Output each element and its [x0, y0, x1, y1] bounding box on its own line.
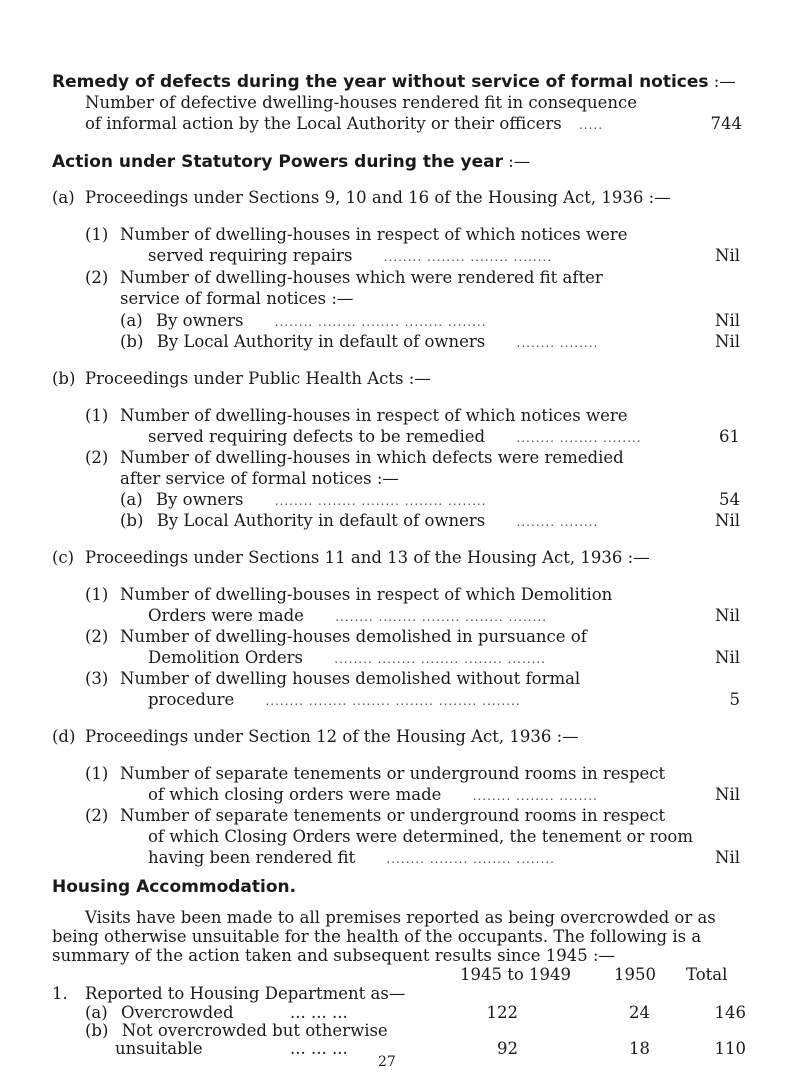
section-a-sub-b-row [120, 332, 598, 353]
section-a-item2-line1: Number of dwelling-houses which were rendered fit after [120, 268, 603, 287]
section-d-item2-value: Nil [715, 848, 740, 867]
section-d-item1-dots: ........ ........ ........ [472, 789, 598, 803]
section-b-sub-b-value: Nil [715, 511, 740, 530]
section-b-sub-b-text: By Local Authority in default of owners [156, 511, 486, 530]
section-a-item1-value: Nil [715, 246, 740, 265]
section-d-item2-dots: ........ ........ ........ ........ [386, 852, 555, 866]
housing-item-text: Reported to Housing Department as— [85, 984, 406, 1003]
section-a-item1-line2: served requiring repairs [148, 246, 353, 265]
section-d-item2-line2: of which Closing Orders were determined, the tenement or room [148, 827, 693, 846]
action-heading-suffix: :— [508, 152, 531, 171]
section-b-sub-b-dots: ........ ........ [516, 515, 599, 529]
page-number: 27 [378, 1054, 396, 1070]
section-a-item1-line2-row [148, 246, 552, 267]
section-a-sub-a-dots: ........ ........ ........ ........ ........ [274, 315, 487, 329]
section-b-item1-line2: served requiring defects to be remedied [148, 427, 486, 446]
section-d-item1-line2-row [148, 785, 598, 806]
section-c-item2-value: Nil [715, 648, 740, 667]
section-b-sub-a-text: By owners [155, 490, 244, 509]
housing-row-b-value-2: 18 [629, 1039, 650, 1058]
section-c-item2-line2: Demolition Orders [148, 648, 303, 667]
section-d-item2-line3: having been rendered fit [148, 848, 356, 867]
section-c-item3-line2: procedure [148, 690, 235, 709]
section-b-sub-a-value: 54 [719, 490, 740, 509]
section-d-item2-num: (2) [85, 806, 109, 825]
section-b-item2-num: (2) [85, 448, 109, 467]
section-d-label: (d) [52, 727, 76, 746]
housing-row-a-value-1: 122 [486, 1003, 518, 1022]
section-a-sub-b-label: (b) [120, 332, 144, 351]
remedy-line-1: Number of defective dwelling-houses rendered fit in consequence [85, 93, 638, 112]
section-c-item1-line2: Orders were made [148, 606, 304, 625]
section-a-sub-b-dots: ........ ........ [516, 336, 599, 350]
section-a-sub-a-row [120, 311, 487, 332]
housing-row-a-text: Overcrowded [120, 1003, 234, 1022]
remedy-heading: Remedy of defects during the year without service of formal notices [52, 72, 709, 92]
section-c-item2-num: (2) [85, 627, 109, 646]
remedy-value: 744 [710, 114, 742, 133]
section-c-item3-value: 5 [729, 690, 740, 709]
section-c-item2-line2-row [148, 648, 546, 669]
housing-row-a-value-3: 146 [714, 1003, 746, 1022]
section-b-item1-num: (1) [85, 406, 109, 425]
section-d-item2-line1: Number of separate tenements or underground rooms in respect [120, 806, 666, 825]
section-c-item1-line2-row [148, 606, 547, 627]
section-a-sub-a-text: By owners [155, 311, 244, 330]
action-heading-row [52, 152, 530, 172]
section-d-item1-line1: Number of separate tenements or underground rooms in respect [120, 764, 666, 783]
housing-para-line-3: summary of the action taken and subsequent results since 1945 :— [52, 946, 616, 965]
section-a-item1-line1: Number of dwelling-houses in respect of which notices were [120, 225, 628, 244]
section-d-item1-value: Nil [715, 785, 740, 804]
housing-para-line-2: being otherwise unsuitable for the health of the occupants. The following is a [52, 927, 702, 946]
remedy-heading-row [52, 72, 736, 92]
section-a-sub-b-text: By Local Authority in default of owners [156, 332, 486, 351]
housing-row-b [85, 1021, 388, 1040]
section-b-item1-line1: Number of dwelling-houses in respect of which notices were [120, 406, 628, 425]
housing-row-b-value-3: 110 [714, 1039, 746, 1058]
section-b-item2-line1: Number of dwelling-houses in which defects were remedied [120, 448, 624, 467]
section-b-sub-a-row [120, 490, 487, 511]
housing-col-header-3: Total [686, 965, 728, 984]
section-b-item2-line2: after service of formal notices :— [120, 469, 399, 488]
housing-row-b-dots: ... ... ... [290, 1039, 348, 1058]
housing-col-header-1: 1945 to 1949 [460, 965, 572, 984]
section-b-title: Proceedings under Public Health Acts :— [85, 369, 431, 388]
remedy-line-2-text: of informal action by the Local Authority or their officers [85, 114, 562, 133]
section-c-item2-line1: Number of dwelling-houses demolished in pursuance of [120, 627, 587, 646]
section-b-sub-a-dots: ........ ........ ........ ........ ........ [274, 494, 487, 508]
housing-row-b-value-1: 92 [497, 1039, 518, 1058]
section-d-item2-line3-row [148, 848, 555, 869]
section-c-item1-dots: ........ ........ ........ ........ ........ [335, 610, 548, 624]
section-d-item1-line2: of which closing orders were made [148, 785, 442, 804]
section-c-title: Proceedings under Sections 11 and 13 of the Housing Act, 1936 :— [85, 548, 650, 567]
section-c-item1-value: Nil [715, 606, 740, 625]
section-c-item3-dots: ........ ........ ........ ........ ........ ........ [265, 694, 521, 708]
section-c-item2-dots: ........ ........ ........ ........ ........ [334, 652, 547, 666]
remedy-line-2 [85, 114, 603, 135]
section-b-sub-b-label: (b) [120, 511, 144, 530]
section-a-item1-num: (1) [85, 225, 109, 244]
section-b-item1-line2-row [148, 427, 642, 448]
housing-col-header-2: 1950 [614, 965, 656, 984]
section-c-label: (c) [52, 548, 75, 567]
section-c-item1-num: (1) [85, 585, 109, 604]
section-b-sub-b-row [120, 511, 598, 532]
remedy-leader-dots: ..... [578, 118, 604, 132]
section-b-label: (b) [52, 369, 76, 388]
housing-row-b-label: (b) [85, 1021, 109, 1040]
housing-row-a-label: (a) [85, 1003, 108, 1022]
section-a-item2-line2: service of formal notices :— [120, 289, 354, 308]
section-a-sub-a-value: Nil [715, 311, 740, 330]
section-a-title: Proceedings under Sections 9, 10 and 16 of the Housing Act, 1936 :— [85, 188, 671, 207]
housing-row-b-line2: unsuitable [115, 1039, 203, 1058]
section-c-item3-line2-row [148, 690, 521, 711]
section-c-item3-num: (3) [85, 669, 109, 688]
section-a-item2-num: (2) [85, 268, 109, 287]
section-b-item1-dots: ........ ........ ........ [516, 431, 642, 445]
section-c-item3-line1: Number of dwelling houses demolished without formal [120, 669, 581, 688]
section-b-sub-a-label: (a) [120, 490, 143, 509]
section-a-sub-b-value: Nil [715, 332, 740, 351]
housing-item-num: 1. [52, 984, 68, 1003]
remedy-heading-suffix: :— [713, 72, 736, 91]
housing-heading: Housing Accommodation. [52, 877, 297, 897]
housing-row-a-dots: ... ... ... [290, 1003, 348, 1022]
housing-para-line-1: Visits have been made to all premises reported as being overcrowded or as [85, 908, 716, 927]
action-heading: Action under Statutory Powers during the year [52, 152, 503, 172]
housing-row-a [85, 1003, 234, 1022]
section-a-sub-a-label: (a) [120, 311, 143, 330]
section-c-item1-line1: Number of dwelling-bouses in respect of which Demolition [120, 585, 613, 604]
housing-row-b-line1: Not overcrowded but otherwise [121, 1021, 388, 1040]
section-a-item1-dots: ........ ........ ........ ........ [383, 250, 553, 264]
section-d-title: Proceedings under Section 12 of the Housing Act, 1936 :— [85, 727, 579, 746]
section-d-item1-num: (1) [85, 764, 109, 783]
section-a-label: (a) [52, 188, 75, 207]
section-b-item1-value: 61 [719, 427, 740, 446]
housing-row-a-value-2: 24 [629, 1003, 650, 1022]
